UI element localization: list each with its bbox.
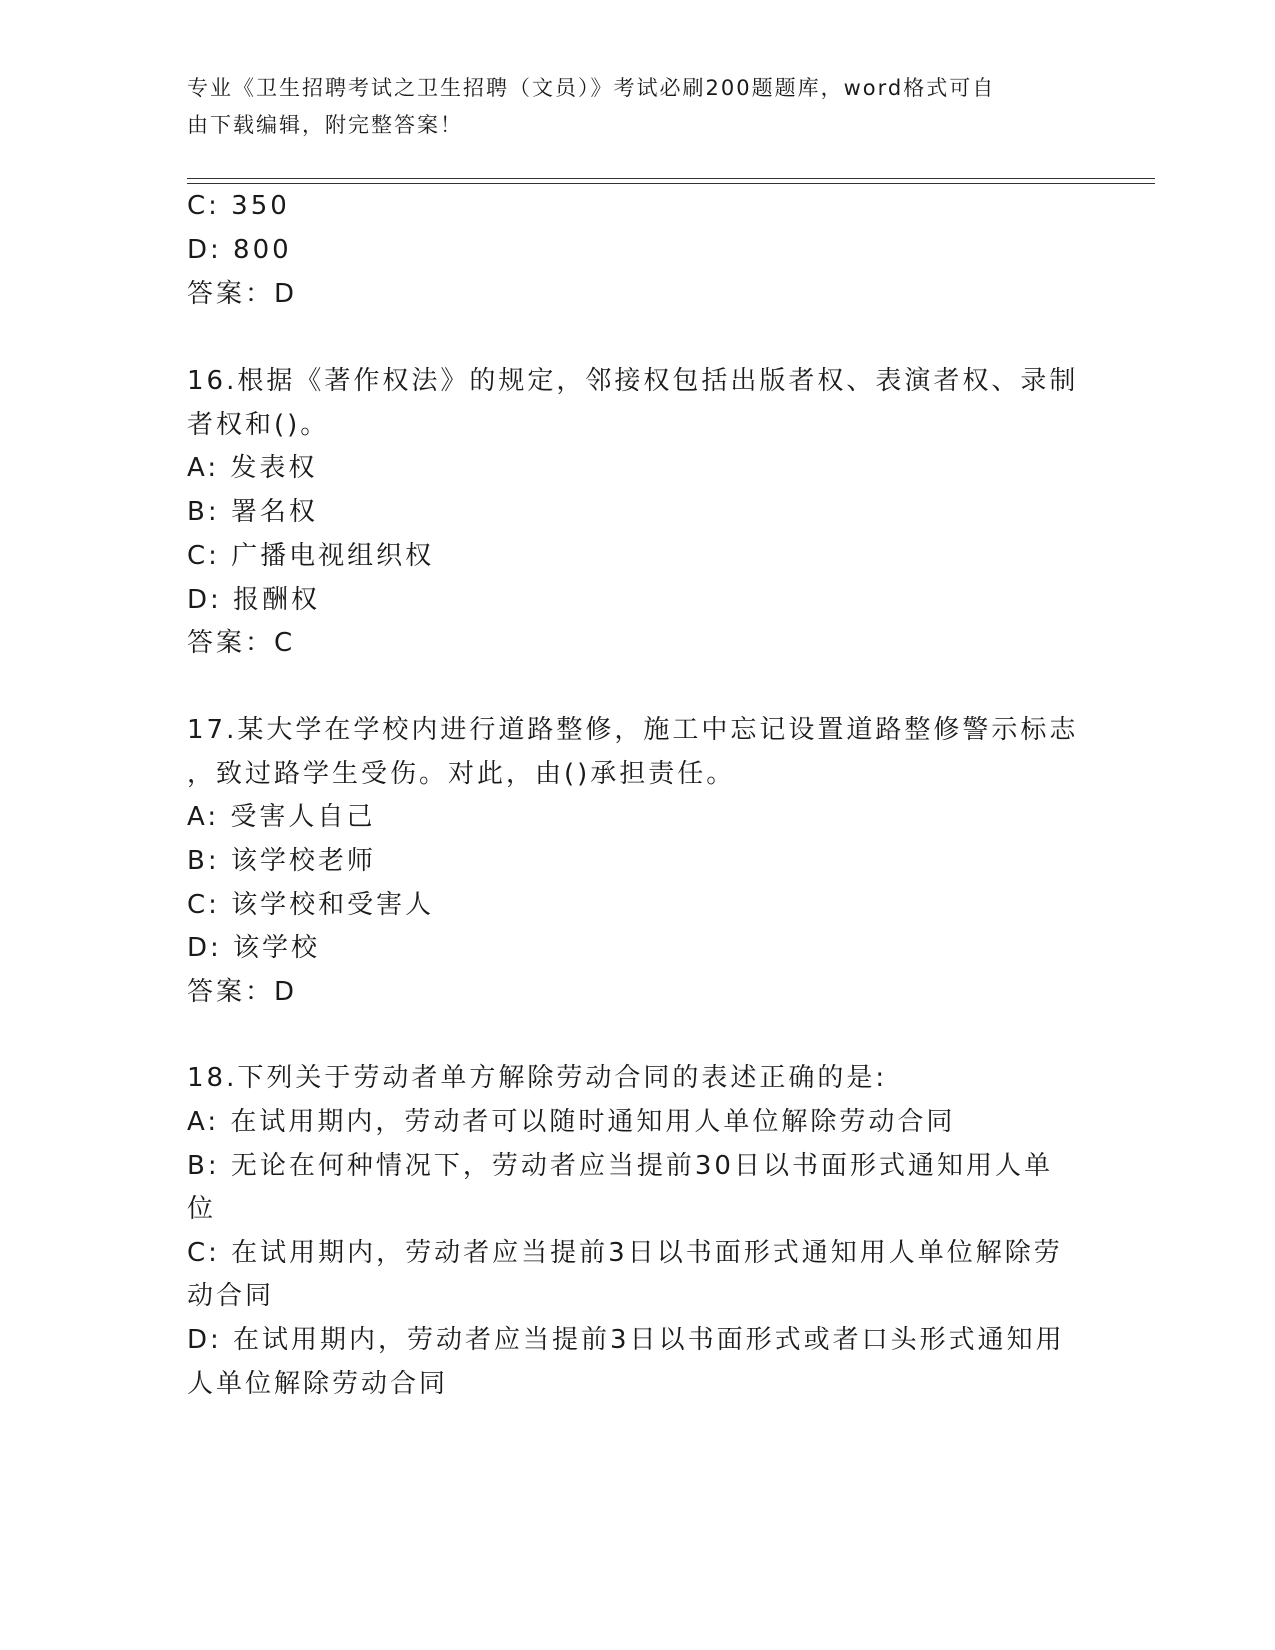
question-17-option-b: B: 该学校老师 (187, 846, 376, 876)
question-16-stem-line-1: 16.根据《著作权法》的规定，邻接权包括出版者权、表演者权、录制 (187, 366, 1079, 396)
header-rule-top (187, 178, 1155, 179)
header-line-1: 专业《卫生招聘考试之卫生招聘（文员）》考试必刷200题题库，word格式可自 (187, 76, 996, 100)
question-17-stem-line-1: 17.某大学在学校内进行道路整修，施工中忘记设置道路整修警示标志 (187, 715, 1079, 745)
question-16-option-b: B: 署名权 (187, 497, 318, 527)
question-17-answer: 答案：D (187, 977, 298, 1007)
question-16-option-a: A: 发表权 (187, 453, 318, 483)
document-header (187, 70, 1067, 144)
question-18-option-c-line-2: 动合同 (187, 1281, 275, 1311)
question-17-stem-line-2: ，致过路学生受伤。对此，由()承担责任。 (187, 759, 736, 789)
option-c: C: 350 (187, 191, 290, 221)
question-18-option-c-line-1: C: 在试用期内，劳动者应当提前3日以书面形式通知用人单位解除劳 (187, 1238, 1063, 1268)
question-18-stem: 18.下列关于劳动者单方解除劳动合同的表述正确的是: (187, 1063, 888, 1093)
question-17-option-c: C: 该学校和受害人 (187, 890, 435, 920)
question-16-option-d: D: 报酬权 (187, 585, 321, 615)
question-16-option-c: C: 广播电视组织权 (187, 541, 435, 571)
question-18-option-d-line-1: D: 在试用期内，劳动者应当提前3日以书面形式或者口头形式通知用 (187, 1325, 1065, 1355)
header-rule-bottom (187, 183, 1155, 184)
question-16-answer: 答案：C (187, 628, 296, 658)
question-17-option-d: D: 该学校 (187, 933, 321, 963)
answer: 答案：D (187, 279, 298, 309)
question-18-option-b-line-2: 位 (187, 1194, 217, 1224)
question-18-option-b-line-1: B: 无论在何种情况下，劳动者应当提前30日以书面形式通知用人单 (187, 1151, 1053, 1181)
question-18-option-a: A: 在试用期内，劳动者可以随时通知用人单位解除劳动合同 (187, 1107, 956, 1137)
option-d: D: 800 (187, 235, 292, 265)
question-18-option-d-line-2: 人单位解除劳动合同 (187, 1369, 449, 1399)
question-17-option-a: A: 受害人自己 (187, 802, 376, 832)
header-line-2: 由下载编辑，附完整答案！ (187, 113, 463, 137)
question-16-stem-line-2: 者权和()。 (187, 410, 330, 440)
